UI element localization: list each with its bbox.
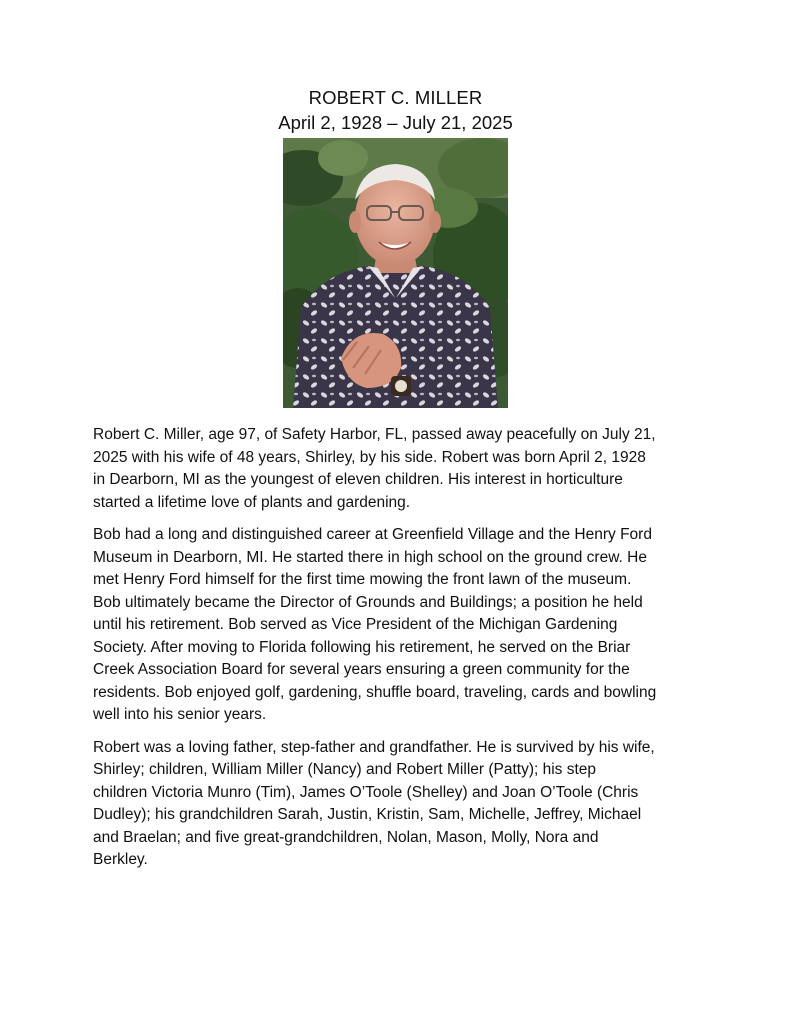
paragraph-line: until his retirement. Bob served as Vice President of the Michigan Gardening (93, 616, 618, 633)
paragraph-line: Bob had a long and distinguished career at Greenfield Village and the Henry Ford (93, 526, 652, 543)
portrait-photo (283, 138, 508, 408)
paragraph-line: in Dearborn, MI as the youngest of eleven children. His interest in horticulture (93, 471, 623, 488)
paragraph-survivors (93, 737, 705, 872)
paragraph-line: and Braelan; and five great-grandchildren, Nolan, Mason, Molly, Nora and (93, 828, 599, 846)
paragraph-line: 2025 with his wife of 48 years, Shirley, by his side. Robert was born April 2, 1928 (93, 448, 646, 466)
paragraph-biography (93, 424, 705, 514)
paragraph-line: met Henry Ford himself for the first time mowing the front lawn of the museum. (93, 571, 632, 588)
paragraph-career (93, 524, 705, 727)
obituary-body (93, 424, 705, 882)
paragraph-line: started a lifetime love of plants and gardening. (93, 493, 411, 511)
paragraph-line: well into his senior years. (93, 706, 267, 723)
paragraph-line: Creek Association Board for several years ensuring a green community for the (93, 661, 630, 678)
paragraph-line: Museum in Dearborn, MI. He started there in high school on the ground crew. He (93, 548, 647, 566)
paragraph-line: Robert was a loving father, step-father and grandfather. He is survived by his wife, (93, 738, 655, 756)
paragraph-line: children Victoria Munro (Tim), James O’Toole (Shelley) and Joan O’Toole (Chris (93, 783, 639, 801)
paragraph-line: Dudley); his grandchildren Sarah, Justin, Kristin, Sam, Michelle, Jeffrey, Michael (93, 806, 642, 823)
obituary-header (0, 86, 791, 136)
paragraph-line: residents. Bob enjoyed golf, gardening, shuffle board, traveling, cards and bowling (93, 683, 657, 701)
paragraph-line: Robert C. Miller, age 97, of Safety Harbor, FL, passed away peacefully on July 21, (93, 426, 656, 443)
deceased-name: ROBERT C. MILLER (308, 87, 483, 108)
paragraph-line: Society. After moving to Florida following his retirement, he served on the Briar (93, 638, 631, 656)
paragraph-line: Shirley; children, William Miller (Nancy) and Robert Miller (Patty); his step (93, 761, 597, 778)
paragraph-line: Bob ultimately became the Director of Grounds and Buildings; a position he held (93, 593, 643, 611)
life-dates: April 2, 1928 – July 21, 2025 (278, 112, 513, 133)
paragraph-line: Berkley. (93, 851, 148, 868)
